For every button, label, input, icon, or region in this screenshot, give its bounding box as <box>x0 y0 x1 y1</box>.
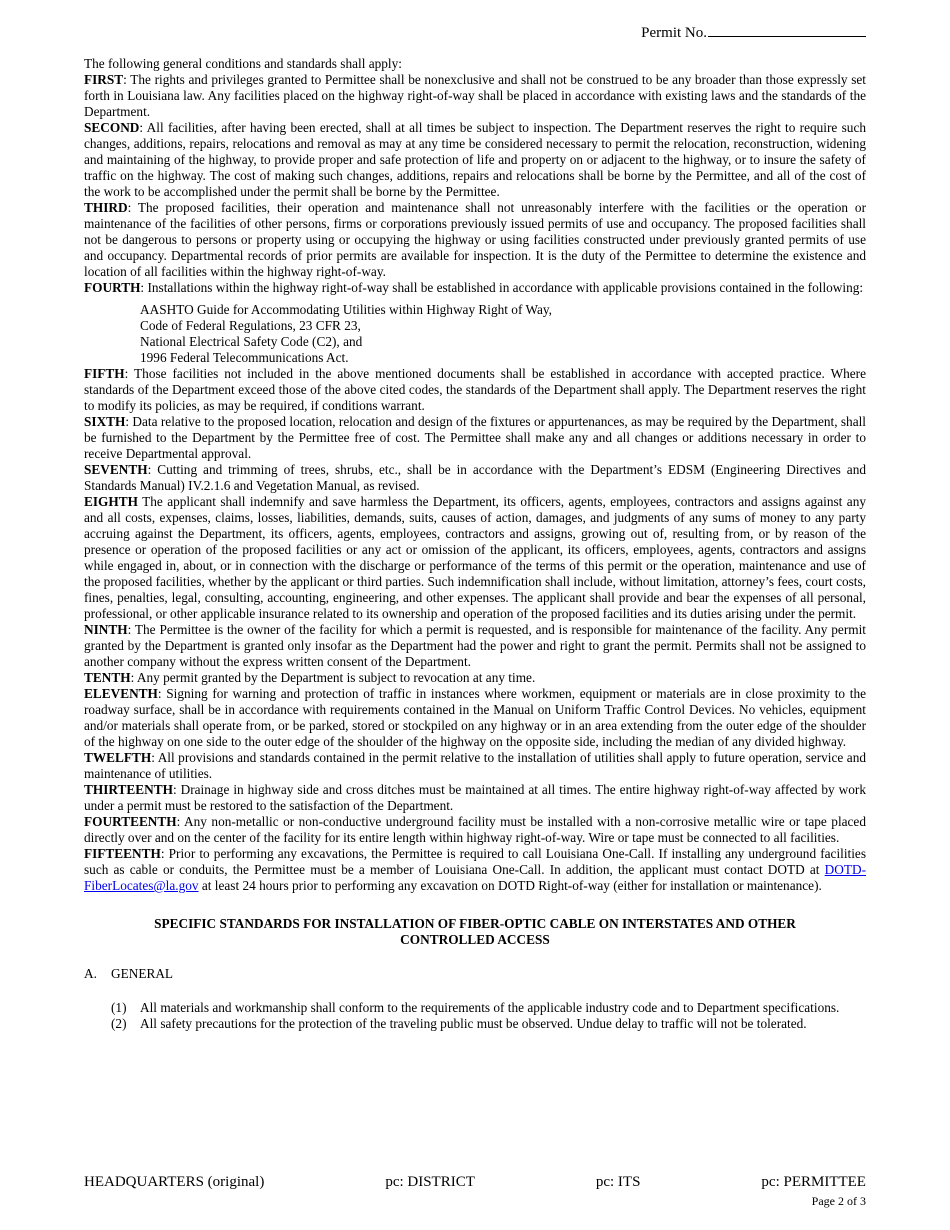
section-letter: A. <box>84 966 97 981</box>
footer-permittee: pc: PERMITTEE <box>761 1174 866 1190</box>
condition-text: : Any permit granted by the Department is subject to revocation at any time. <box>130 670 536 685</box>
permit-number-field <box>641 22 866 42</box>
condition-tenth <box>84 670 866 686</box>
fiber-locates-email-link[interactable]: DOTD-FiberLocates@la.gov <box>84 862 866 893</box>
reference-item: AASHTO Guide for Accommodating Utilities within Highway Right of Way, <box>140 302 552 317</box>
condition-text: The applicant shall indemnify and save harmless the Department, its officers, agents, employees, contractors and assigns against any and all costs, expenses, claims, losses, liabilities, demands, suits, causes of action, damages, and judgments of any sums of money to any party accruing against the Department, its officers, agents, employees, contractors and assigns, growing out of, resulting from, or by reason of the presence or operation of the proposed facilities or any act or omission of the applicant, its officers, employees, agents, contractors and assigns while engaged in, about, or in connection with the discharge or performance of the terms of this permit or the operation, maintenance and use of the proposed facilities, whether by the applicant or third parties. Such indemnification shall include, without limitation, attorney’s fees, court costs, fines, penalties, legal, consulting, accounting, engineering, and other expenses. The applicant shall provide and bear the expenses of all personal, professional, or other applicable insurance related to its ownership and operation of the proposed facilities and its duties arising under the permit. <box>84 494 866 621</box>
list-item-number: (1) <box>111 1000 127 1015</box>
condition-fourth <box>84 280 866 296</box>
document-body <box>84 56 866 1032</box>
specific-standards-heading <box>84 916 866 948</box>
condition-label: ELEVENTH <box>84 686 158 701</box>
heading-line: SPECIFIC STANDARDS FOR INSTALLATION OF FIBER-OPTIC CABLE ON INTERSTATES AND OTHER <box>154 916 796 931</box>
condition-text: : Installations within the highway right-of-way shall be established in accordance with applicable provisions contained in the following: <box>140 280 864 295</box>
condition-label: FOURTEENTH <box>84 814 177 829</box>
condition-label: EIGHTH <box>84 494 138 509</box>
condition-second <box>84 120 866 200</box>
reference-item: 1996 Federal Telecommunications Act. <box>140 350 349 365</box>
condition-first <box>84 72 866 120</box>
condition-text: : All provisions and standards contained in the permit relative to the installation of utilities shall apply to future operation, service and maintenance of utilities. <box>84 750 866 781</box>
condition-label: THIRD <box>84 200 128 215</box>
condition-label: TWELFTH <box>84 750 152 765</box>
list-item <box>84 1016 866 1032</box>
condition-text: : Data relative to the proposed location, relocation and design of the fixtures or appurtenances, as may be required by the Department, shall be furnished to the Department by the Permittee free of cost. The Permittee shall make any and all changes or additions necessary in order to receive Departmental approval. <box>84 414 866 461</box>
condition-text: : Drainage in highway side and cross ditches must be maintained at all times. The entire highway right-of-way affected by work under a permit must be restored to the satisfaction of the Department. <box>84 782 866 813</box>
condition-seventh <box>84 462 866 494</box>
list-item <box>84 1000 866 1016</box>
condition-label: FIRST <box>84 72 124 87</box>
condition-thirteenth <box>84 782 866 814</box>
condition-third <box>84 200 866 280</box>
reference-item: National Electrical Safety Code (C2), and <box>140 334 363 349</box>
condition-text: : The proposed facilities, their operation and maintenance shall not unreasonably interfere with the facilities or the operation or maintenance of the facilities of other persons, firms or corporations previously issued permits of use and occupancy. The proposed facilities shall not be dangerous to persons or property using or occupying the highway or using facilities constructed under previously granted permits of use and occupancy. Departmental records of prior permits are available for inspection. It is the duty of the Permittee to determine the existence and location of all facilities within the highway right-of-way. <box>84 200 866 279</box>
condition-label: TENTH <box>84 670 131 685</box>
section-a-title <box>84 966 866 982</box>
condition-text: : Those facilities not included in the above mentioned documents shall be established in accordance with accepted practice. Where standards of the Department exceed those of the above cited codes, the standards of the Department shall apply. The Department reserves the right to modify its policies, as may be required, if conditions warrant. <box>84 366 866 413</box>
condition-label: THIRTEENTH <box>84 782 173 797</box>
condition-text: : Signing for warning and protection of traffic in instances where workmen, equipment or materials are in close proximity to the roadway surface, shall be in accordance with requirements contained in the Manual on Uniform Traffic Control Devices. No vehicles, equipment and/or materials shall operate from, or be parked, stored or stockpiled on any highway or in an area extending from the outer edge of the shoulder of the highway on one side to the outer edge of the shoulder of the highway on the opposite side, including the median of any divided highway. <box>84 686 866 749</box>
condition-fifteenth <box>84 846 866 894</box>
condition-text: : The rights and privileges granted to Permittee shall be nonexclusive and shall not be construed to be any broader than those expressly set forth in Louisiana law. Any facilities placed on the highway right-of-way shall be placed in accordance with existing laws and the standards of the Department. <box>84 72 866 119</box>
condition-eighth <box>84 494 866 622</box>
section-title: GENERAL <box>111 966 174 981</box>
condition-text: : Cutting and trimming of trees, shrubs, etc., shall be in accordance with the Department’s EDSM (Engineering Directives and Standards Manual) IV.2.1.6 and Vegetation Manual, as revised. <box>84 462 866 493</box>
reference-item: Code of Federal Regulations, 23 CFR 23, <box>140 318 361 333</box>
heading-line: CONTROLLED ACCESS <box>400 932 550 947</box>
condition-label: SIXTH <box>84 414 126 429</box>
permit-number-blank[interactable] <box>708 22 866 37</box>
list-item-text: All safety precautions for the protection of the traveling public must be observed. Undue delay to traffic will not be tolerated. <box>140 1016 807 1031</box>
condition-label: FOURTH <box>84 280 141 295</box>
footer-district: pc: DISTRICT <box>385 1174 475 1190</box>
condition-fourteenth <box>84 814 866 846</box>
footer-its: pc: ITS <box>595 1174 641 1190</box>
condition-fifth <box>84 366 866 414</box>
condition-label: SEVENTH <box>84 462 148 477</box>
intro-text: The following general conditions and standards shall apply: <box>84 56 402 71</box>
condition-twelfth <box>84 750 866 782</box>
condition-label: NINTH <box>84 622 128 637</box>
condition-text: : Any non-metallic or non-conductive underground facility must be installed with a non-corrosive metallic wire or tape placed directly over and on the center of the facility for its entire length within highway right-of-way. Wire or tape must be connected to all facilities. <box>84 814 866 845</box>
list-item-number: (2) <box>111 1016 127 1031</box>
condition-ninth <box>84 622 866 670</box>
section-a-list <box>84 1000 866 1032</box>
permit-number-label: Permit No. <box>641 25 707 41</box>
condition-label: FIFTH <box>84 366 125 381</box>
condition-text: : Prior to performing any excavations, the Permittee is required to call Louisiana One-Call. If installing any underground facilities such as cable or conduits, the Permittee must be a member of Louisiana One-Call. In addition, the applicant must contact DOTD at <box>84 846 866 877</box>
footer-headquarters: HEADQUARTERS (original) <box>84 1174 265 1190</box>
page-number: Page 2 of 3 <box>811 1194 866 1208</box>
condition-sixth <box>84 414 866 462</box>
condition-text: at least 24 hours prior to performing any excavation on DOTD Right-of-way (either for installation or maintenance). <box>198 878 822 893</box>
distribution-footer <box>84 1174 866 1191</box>
condition-text: : All facilities, after having been erected, shall at all times be subject to inspection. The Department reserves the right to require such changes, additions, repairs, relocations and removal as may at any time be considered necessary to permit the relocation, reconstruction, widening and maintaining of the highway, to provide proper and safe protection of life and property on or adjacent to the highway, or to insure the safety of traffic on the highway. The cost of making such changes, additions, repairs and relocations shall be borne by the Permittee, and all of the cost of the work to be accomplished under the permit shall be borne by the Permittee. <box>84 120 866 199</box>
list-item-text: All materials and workmanship shall conform to the requirements of the applicable industry code and to Department specifications. <box>140 1000 840 1015</box>
reference-list <box>140 302 866 366</box>
condition-label: SECOND <box>84 120 140 135</box>
condition-eleventh <box>84 686 866 750</box>
condition-text: : The Permittee is the owner of the facility for which a permit is requested, and is responsible for maintenance of the facility. Any permit granted by the Department is granted only insofar as the Department had the power and right to grant the permit. Permits shall not be assigned to another company without the express written consent of the Department. <box>84 622 866 669</box>
condition-label: FIFTEENTH <box>84 846 161 861</box>
